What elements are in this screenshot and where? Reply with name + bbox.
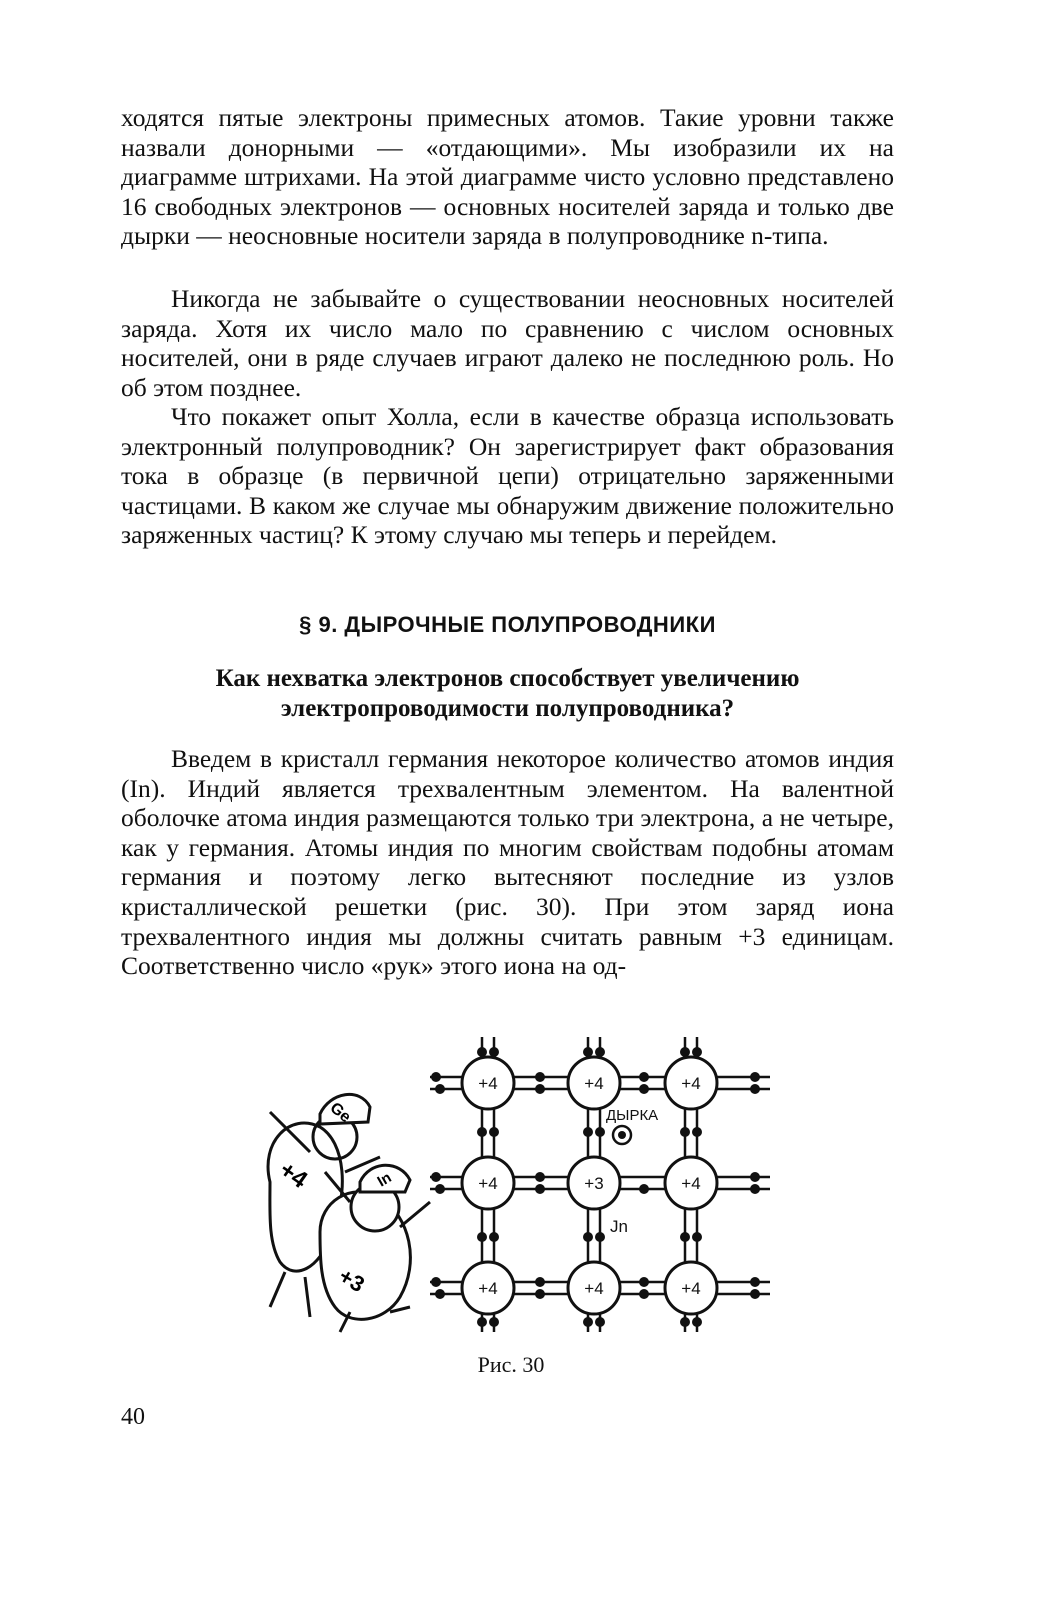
section-title: § 9. ДЫРОЧНЫЕ ПОЛУПРОВОДНИКИ	[299, 612, 716, 637]
figure-30	[250, 1032, 780, 1352]
atom-label-8: +4	[584, 1279, 604, 1298]
atom-label-1: +4	[478, 1074, 498, 1093]
figure-caption	[0, 1352, 1042, 1378]
cartoon-in-hat-label: In	[374, 1169, 395, 1191]
indium-label: Jn	[610, 1217, 628, 1236]
paragraph-2	[121, 284, 894, 402]
figure-caption-text: Рис. 30	[477, 1352, 545, 1377]
atom-label-4: +4	[478, 1174, 498, 1193]
atom-label-indium: +3	[584, 1174, 604, 1193]
paragraph-3-text: Что покажет опыт Холла, если в качестве образца использовать электронный полупроводник? Он зарегистрирует факт образования тока в образце (в первичной цепи) отрицательно заряженными частицами. В каком же случае мы обнаружим движение положительно заряженных частиц? К этому случаю мы теперь и перейдем.	[121, 402, 894, 550]
paragraph-1: ходятся пятые электроны примесных атомов. Такие уровни также назвали донорными — «отдающими». Мы изобразили их на диаграмме штрихами. На этой диаграмме чисто условно представлено 16 свободных электронов — основных носителей заряда и только две дырки — неосновные носители заряда в полупроводнике n-типа.	[121, 103, 894, 251]
page-number: 40	[121, 1404, 145, 1430]
atom-label-7: +4	[478, 1279, 498, 1298]
atom-label-6: +4	[681, 1174, 701, 1193]
hole-symbol	[613, 1126, 631, 1144]
paragraph-3	[121, 402, 894, 550]
paragraph-2-text: Никогда не забывайте о существовании неосновных носителей заряда. Хотя их число мало по сравнению с числом основных носителей, они в ряде случаев играют далеко не последнюю роль. Но об этом позднее.	[121, 284, 894, 402]
cartoon-ge-hat-label: Ge	[326, 1099, 354, 1127]
paragraph-4-text: Введем в кристалл германия некоторое количество атомов индия (In). Индий является трехвалентным элементом. На валентной оболочке атома индия размещаются только три электрона, а не четыре, как у германия. Атомы индия по многим свойствам подобны атомам германия и поэтому легко вытесняют последние из узлов кристаллической решетки (рис. 30). При этом заряд иона трехвалентного индия мы должны считать равным +3 единицам. Соответственно число «рук» этого иона на од-	[121, 744, 894, 981]
section-subtitle: Как нехватка электронов способствует увеличению электропроводимости полупроводника?	[215, 665, 800, 722]
lattice-illustration	[250, 1032, 780, 1352]
cartoon-in-charge-label: +3	[334, 1263, 369, 1298]
atom-label-3: +4	[681, 1074, 701, 1093]
cartoon-in-atom	[320, 1165, 430, 1332]
paragraph-4	[121, 744, 894, 981]
atom-label-9: +4	[681, 1279, 701, 1298]
atom-label-2: +4	[584, 1074, 604, 1093]
hole-label: ДЫРКА	[606, 1107, 659, 1124]
cartoon-ge-charge-label: +4	[274, 1156, 313, 1195]
